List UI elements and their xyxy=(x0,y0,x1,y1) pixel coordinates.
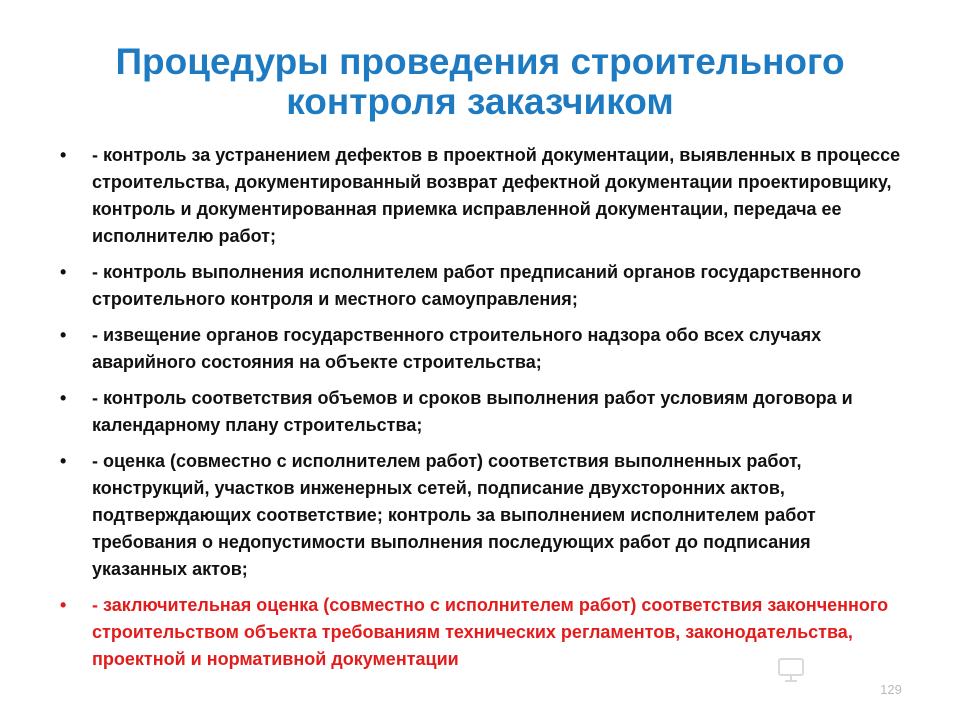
list-item xyxy=(60,385,910,439)
bullet-icon: • xyxy=(60,451,67,471)
bullet-icon: • xyxy=(60,262,67,282)
bullet-text: - контроль выполнения исполнителем работ предписаний органов государственного строительного контроля и местного самоуправления; xyxy=(92,262,862,309)
bullet-list xyxy=(60,142,910,682)
bullet-icon: • xyxy=(60,325,67,345)
bullet-text: - извещение органов государственного строительного надзора обо всех случаях аварийного состояния на объекте строительства; xyxy=(92,325,822,372)
presentation-watermark-icon xyxy=(776,656,806,684)
bullet-text: - оценка (совместно с исполнителем работ) соответствия выполненных работ, конструкций, участков инженерных сетей, подписание двухсторонних актов, подтверждающих соответствие; контроль за выполнением исполнителем работ требования о недопустимости выполнения последующих работ до подписания указанных актов; xyxy=(92,451,816,579)
list-item xyxy=(60,142,910,250)
list-item xyxy=(60,259,910,313)
bullet-icon: • xyxy=(60,145,67,165)
bullet-text: - контроль соответствия объемов и сроков выполнения работ условиям договора и календарному плану строительства; xyxy=(92,388,853,435)
list-item xyxy=(60,448,910,583)
bullet-icon: • xyxy=(60,388,67,408)
bullet-icon: • xyxy=(60,595,67,615)
slide-title: Процедуры проведения строительного контроля заказчиком xyxy=(115,41,845,122)
list-item xyxy=(60,322,910,376)
bullet-text: - контроль за устранением дефектов в проектной документации, выявленных в процессе строительства, документированный возврат дефектной документации проектировщику, контроль и документированная приемка исправленной документации, передача ее исполнителю работ; xyxy=(92,145,901,246)
page-number: 129 xyxy=(880,682,902,697)
bullet-text: - заключительная оценка (совместно с исполнителем работ) соответствия законченного строительством объекта требованиям технических регламентов, законодательства, проектной и нормативной документации xyxy=(92,595,889,669)
